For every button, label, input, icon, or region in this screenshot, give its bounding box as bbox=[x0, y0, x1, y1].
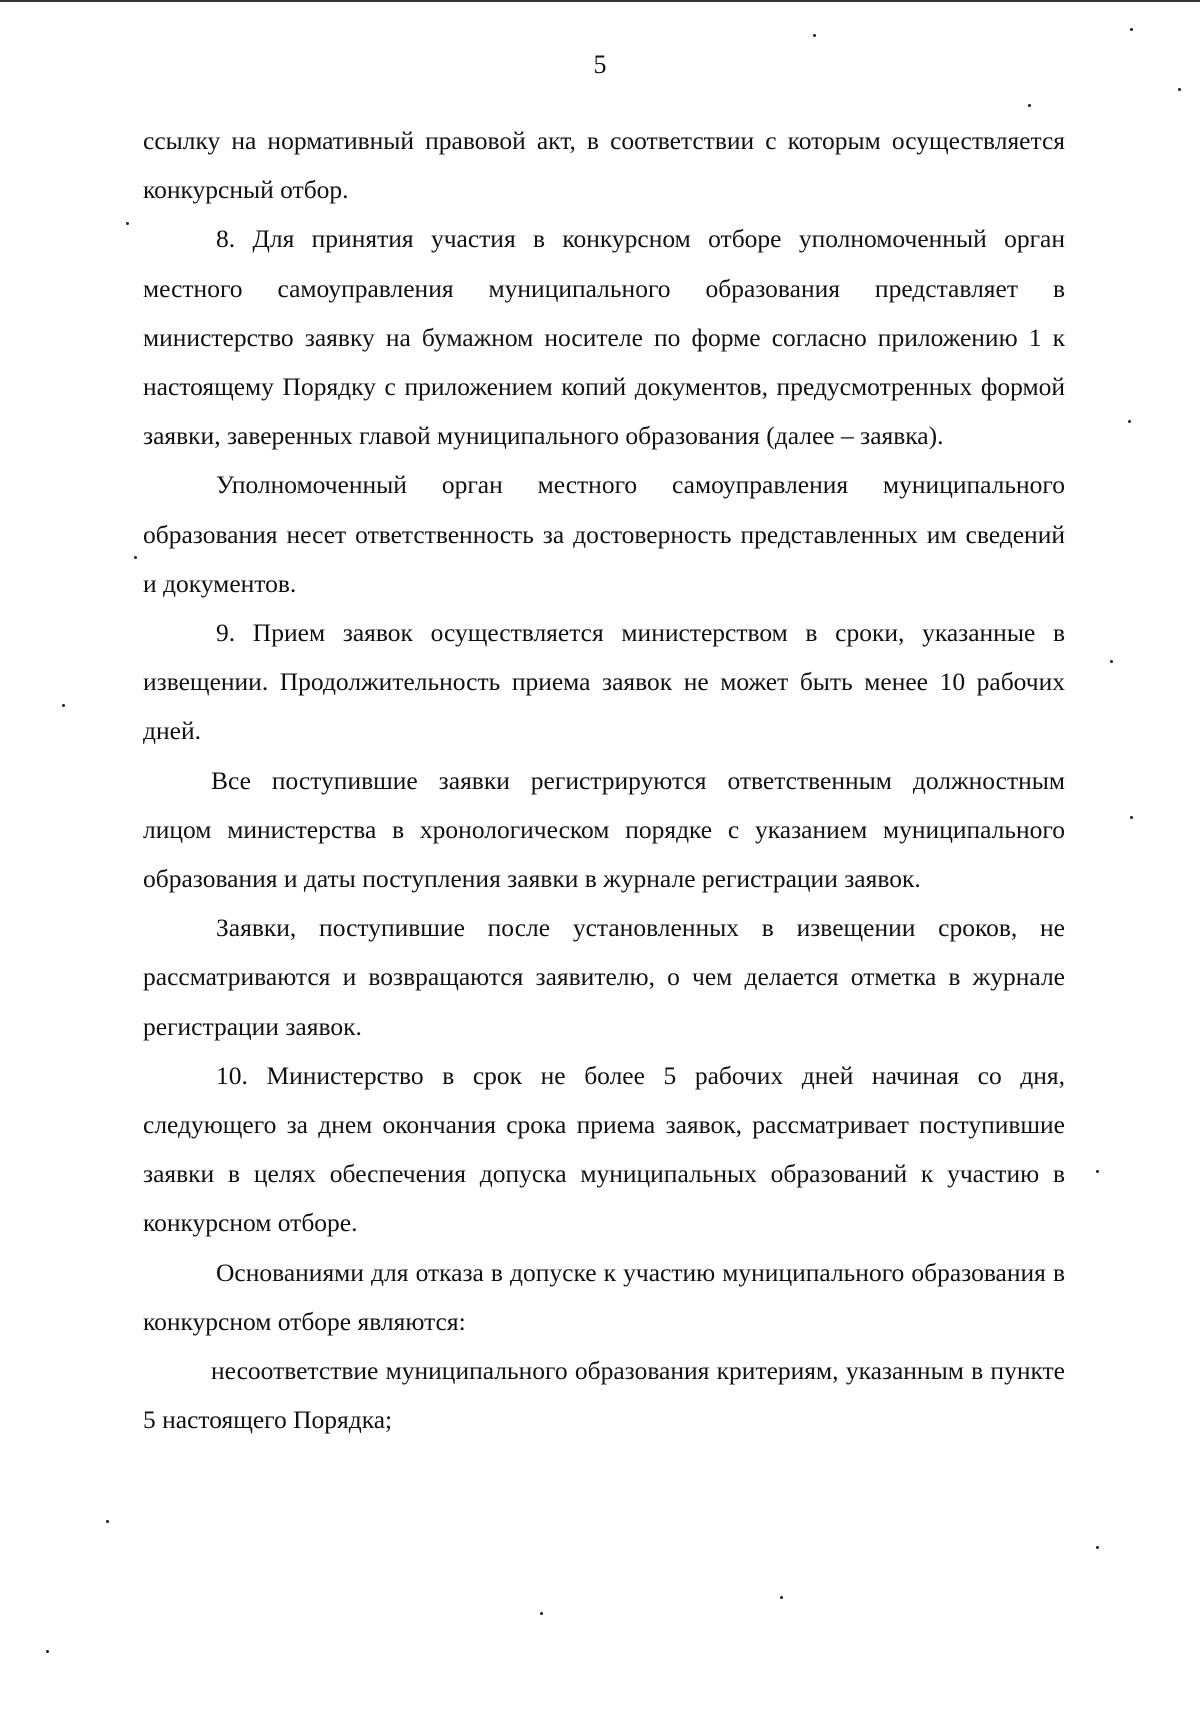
scan-speck bbox=[126, 222, 129, 225]
scan-speck bbox=[1128, 420, 1131, 423]
scan-speck bbox=[1110, 660, 1113, 663]
scan-speck bbox=[1130, 816, 1133, 819]
scan-speck bbox=[1028, 104, 1031, 107]
paragraph-registration: Все поступившие заявки регистрируются ответственным должностным лицом министерства в хронологическом порядке с указанием муниципального образования и даты поступления заявки в журнале регистрации заявок. bbox=[143, 765, 1065, 894]
scan-speck bbox=[1096, 1170, 1099, 1173]
paragraph-item-8: 8. Для принятия участия в конкурсном отборе уполномоченный орган местного самоуправления муниципального образования представляет в министерство заявку на бумажном носителе по форме согласно приложению 1 к настоящему Порядку с приложением копий документов, предусмотренных формой заявки, заверенных главой муниципального образования (далее – заявка). bbox=[143, 224, 1065, 451]
scan-speck bbox=[540, 1612, 543, 1615]
paragraph-responsibility: Уполномоченный орган местного самоуправления муниципального образования несет ответственность за достоверность представленных им сведений и документов. bbox=[143, 470, 1065, 598]
scan-edge-line bbox=[0, 0, 1200, 2]
scan-speck bbox=[106, 1520, 109, 1523]
scan-speck bbox=[813, 34, 816, 37]
scan-speck bbox=[1130, 28, 1133, 31]
paragraph-refusal-grounds: Основаниями для отказа в допуске к участию муниципального образования в конкурсном отборе являются: bbox=[143, 1257, 1065, 1336]
scan-speck bbox=[1096, 1546, 1099, 1549]
paragraph-continuation: ссылку на нормативный правовой акт, в соответствии с которым осуществляется конкурсный отбор. bbox=[143, 126, 1065, 205]
scan-speck bbox=[134, 556, 137, 559]
paragraph-item-10: 10. Министерство в срок не более 5 рабочих дней начиная со дня, следующего за днем окончания срока приема заявок, рассматривает поступившие заявки в целях обеспечения допуска муниципальных образований к участию в конкурсном отборе. bbox=[143, 1060, 1065, 1238]
paragraph-late-applications: Заявки, поступившие после установленных в извещении сроков, не рассматриваются и возвращаются заявителю, о чем делается отметка в журнале регистрации заявок. bbox=[143, 913, 1065, 1041]
scan-speck bbox=[1178, 88, 1181, 91]
paragraph-criteria-mismatch: несоответствие муниципального образования критериям, указанным в пункте 5 настоящего Порядка; bbox=[143, 1356, 1065, 1435]
scan-speck bbox=[46, 1650, 49, 1653]
paragraph-item-9: 9. Прием заявок осуществляется министерством в сроки, указанные в извещении. Продолжительность приема заявок не может быть менее 10 рабочих дней. bbox=[143, 618, 1065, 746]
document-body bbox=[143, 116, 1065, 1444]
scan-speck bbox=[62, 704, 65, 707]
page-number: 5 bbox=[593, 50, 607, 79]
scan-speck bbox=[780, 1596, 783, 1599]
